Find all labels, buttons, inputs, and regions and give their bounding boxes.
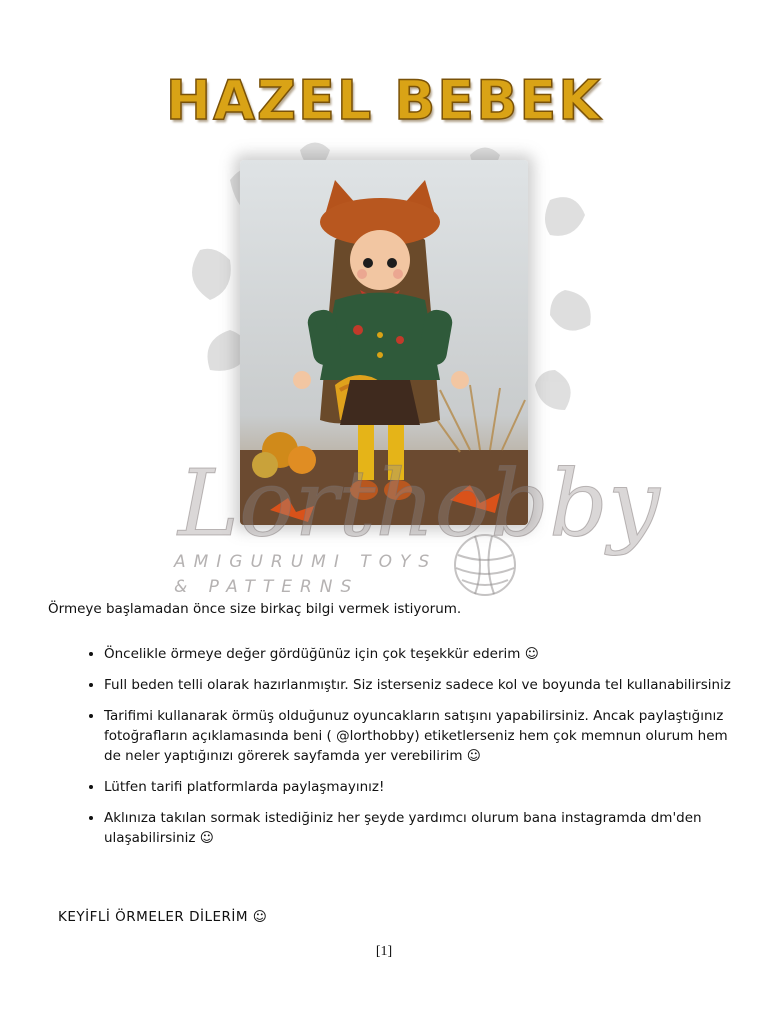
- list-item: • Öncelikle örmeye değer gördüğünüz için çok teşekkür ederim ☺: [104, 644, 744, 664]
- closing-text: KEYİFLİ ÖRMELER DİLERİM ☺: [58, 909, 268, 925]
- intro-text: Örmeye başlamadan önce size birkaç bilgi vermek istiyorum.: [48, 601, 462, 617]
- watermark-line-1: AMIGURUMI TOYS: [174, 552, 438, 572]
- doll-photo: [240, 160, 528, 525]
- list-item: • Lütfen tarifi platformlarda paylaşmayınız!: [104, 777, 744, 797]
- page-title: HAZEL BEBEK: [165, 69, 603, 132]
- info-list: [72, 644, 744, 859]
- list-item: • Full beden telli olarak hazırlanmıştır. Siz isterseniz sadece kol ve boyunda tel kullanabilirsiniz: [104, 675, 744, 695]
- watermark-line-2: & PATTERNS: [174, 577, 360, 597]
- page-number: [1]: [375, 944, 393, 959]
- watermark-script: Lorthobby: [178, 450, 660, 557]
- list-item: • Aklınıza takılan sormak istediğiniz her şeyde yardımcı olurum bana instagramda dm'den ulaşabilirsiniz ☺: [104, 808, 744, 848]
- list-item: • Tarifimi kullanarak örmüş olduğunuz oyuncakların satışını yapabilirsiniz. Ancak paylaştığınız fotoğrafların açıklamasında beni ( @lorthobby) etiketlerseniz hem çok memnun olurum hem de neler yaptığınızı görerek sayfamda yer verebilirim ☺: [104, 706, 744, 766]
